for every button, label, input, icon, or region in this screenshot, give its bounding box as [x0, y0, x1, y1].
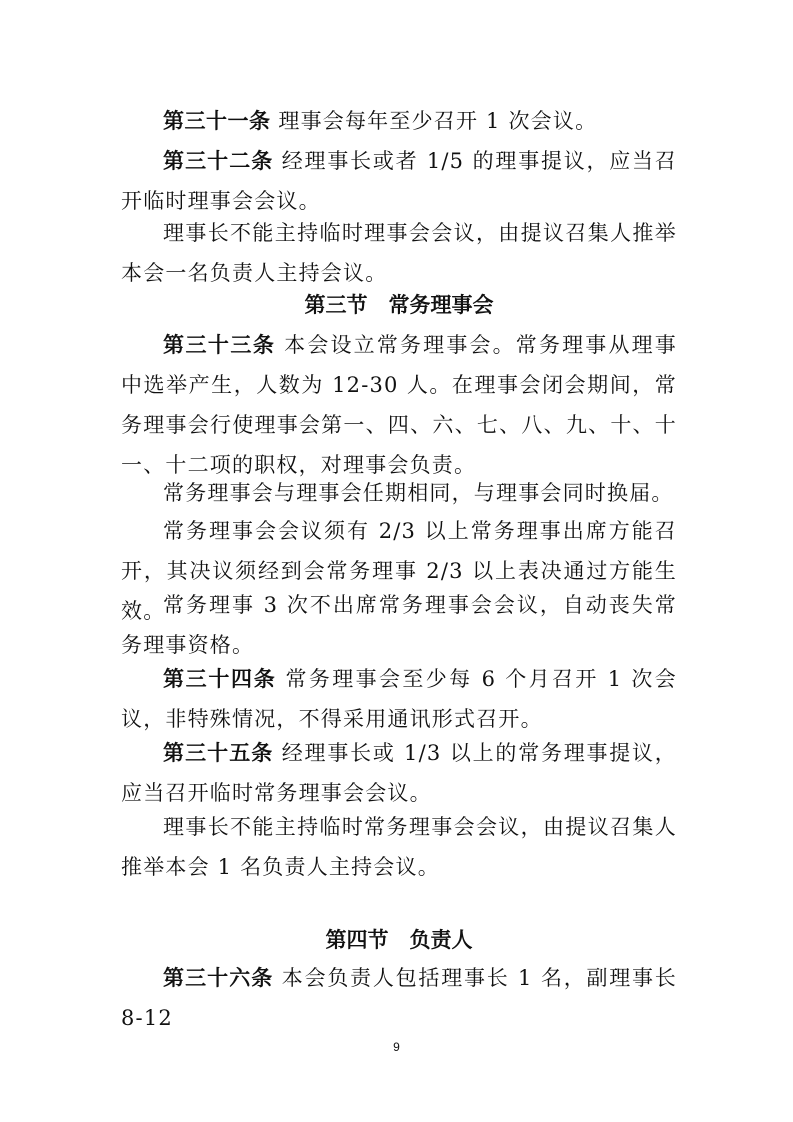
article-number: 第三十六条 — [163, 966, 274, 990]
article-text: 常务理事会至少每 6 个月召开 1 次会议，非特殊情况，不得采用通讯形式召开。 — [121, 667, 678, 731]
paragraph-text: 常务理事会会议须有 2/3 以上常务理事出席方能召开，其决议须经到会常务理事 2/3 以上表决通过方能生效。 — [121, 519, 677, 623]
paragraph-article-36 — [121, 958, 677, 1038]
paragraph-text: 常务理事会与理事会任期相同，与理事会同时换届。 — [163, 481, 674, 505]
paragraph-article-33 — [121, 325, 677, 485]
article-number: 第三十一条 — [163, 109, 271, 133]
article-text: 理事会每年至少召开 1 次会议。 — [270, 109, 598, 133]
page-number: 9 — [393, 1040, 400, 1054]
paragraph-article-32 — [121, 141, 677, 221]
section-heading-4: 第四节 负责人 — [325, 928, 473, 952]
paragraph-article-33-term — [121, 473, 677, 513]
article-number: 第三十五条 — [163, 741, 274, 765]
paragraph-text: 常务理事 3 次不出席常务理事会会议，自动丧失常务理事资格。 — [121, 593, 677, 657]
paragraph-article-33-absence — [121, 585, 677, 665]
article-number: 第三十三条 — [163, 333, 276, 357]
section-heading-3: 第三节 常务理事会 — [304, 293, 494, 317]
article-text: 经理事长或者 1/5 的理事提议，应当召开临时理事会会议。 — [121, 149, 678, 213]
paragraph-article-35 — [121, 733, 677, 813]
article-text: 本会设立常务理事会。常务理事从理事中选举产生，人数为 12-30 人。在理事会闭会期间，常务理事会行使理事会第一、四、六、七、八、九、十、十一、十二项的职权，对理事会负责。 — [121, 333, 677, 477]
paragraph-text: 理事长不能主持临时理事会会议，由提议召集人推举本会一名负责人主持会议。 — [121, 221, 677, 285]
article-number: 第三十四条 — [163, 667, 277, 691]
paragraph-article-34 — [121, 659, 677, 739]
paragraph-article-35-cont — [121, 807, 677, 887]
article-text: 本会负责人包括理事长 1 名，副理事长 8-12 — [121, 966, 678, 1030]
paragraph-article-31 — [121, 101, 677, 141]
article-text: 经理事长或 1/3 以上的常务理事提议，应当召开临时常务理事会会议。 — [121, 741, 678, 805]
paragraph-text: 理事长不能主持临时常务理事会会议，由提议召集人推举本会 1 名负责人主持会议。 — [121, 815, 677, 879]
article-number: 第三十二条 — [163, 149, 274, 173]
paragraph-article-32-cont — [121, 213, 677, 293]
